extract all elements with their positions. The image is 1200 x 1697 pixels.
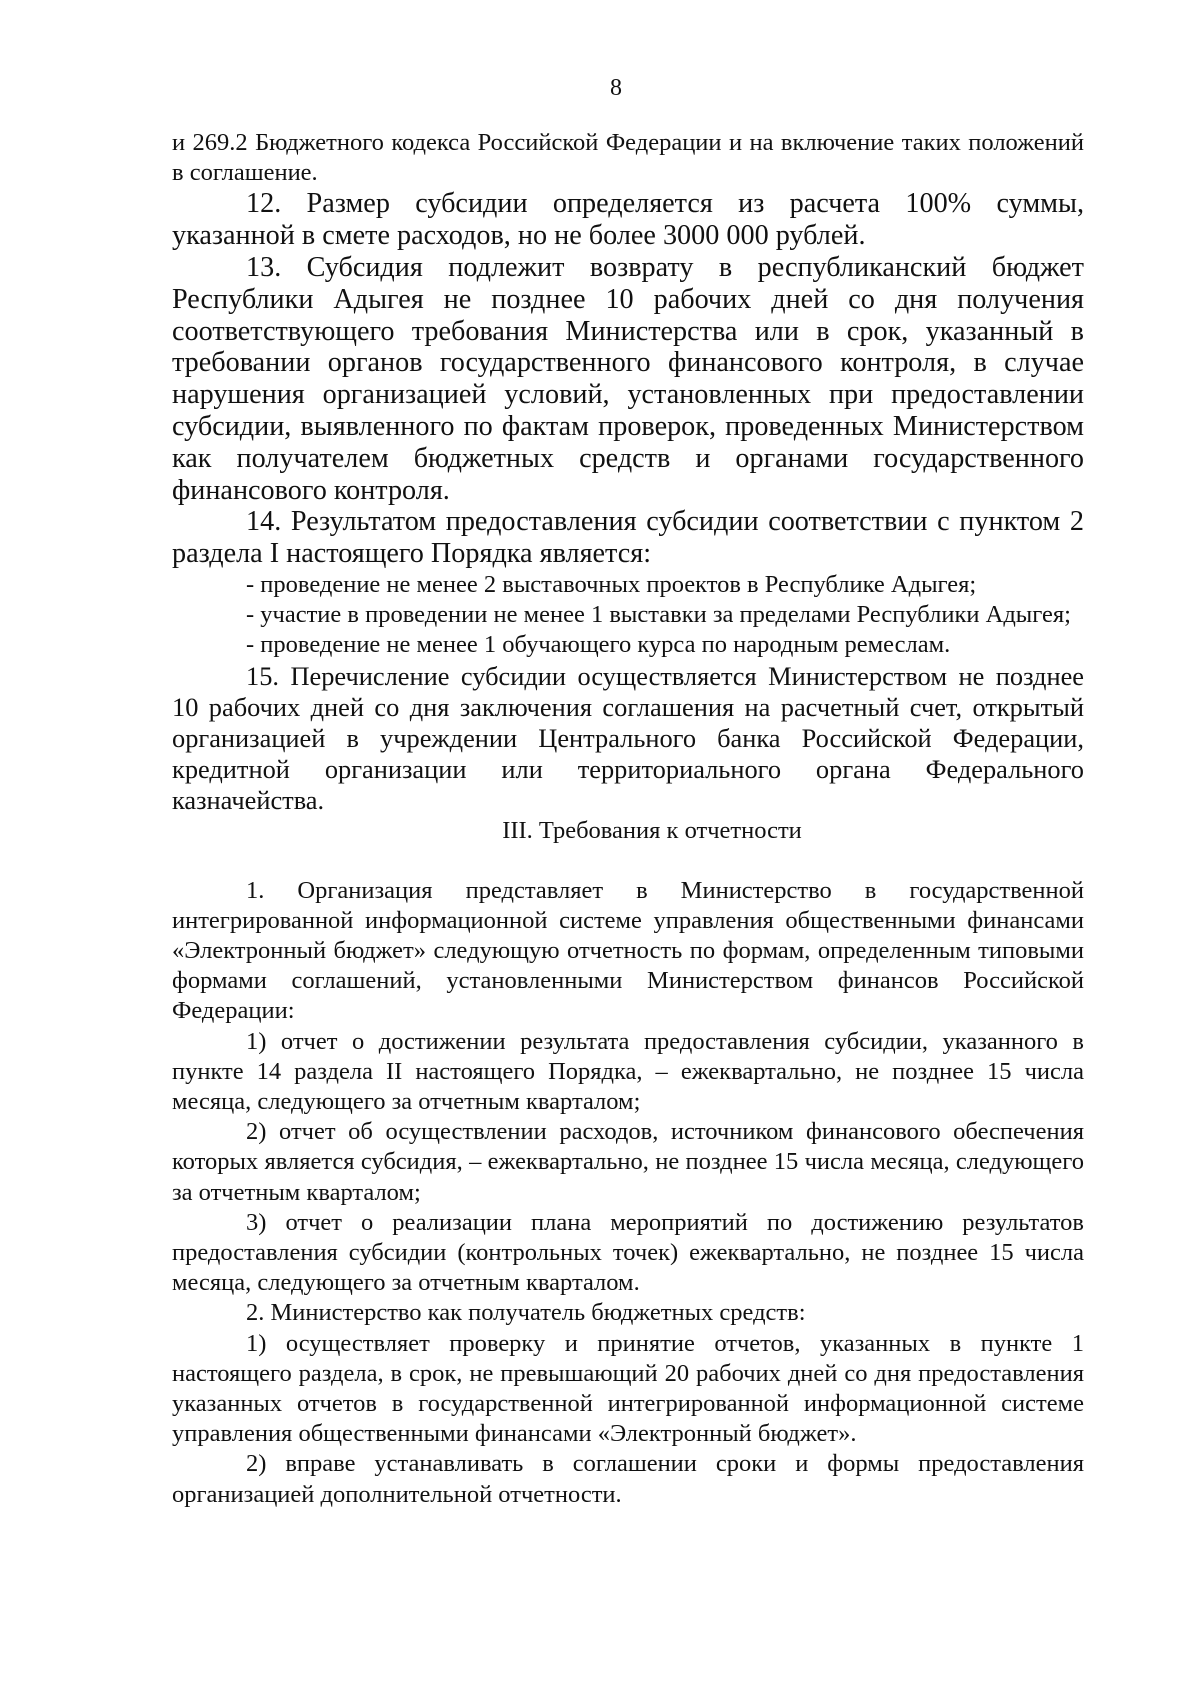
ministry-item-2: 2) вправе устанавливать в соглашении сроки и формы предоставления организацией дополнительной отчетности. xyxy=(172,1450,1084,1508)
reporting-paragraph-1: 1. Организация представляет в Министерство в государственной интегрированной информационной системе управления общественными финансами «Электронный бюджет» следующую отчетность по формам, определенным типовыми формами соглашений, установленными Министерством финансов Российской Федерации: xyxy=(172,876,1084,1025)
page-number: 8 xyxy=(610,75,622,101)
reporting-paragraph-2: 2. Министерство как получатель бюджетных средств: xyxy=(246,1299,806,1327)
paragraph-continuation: и 269.2 Бюджетного кодекса Российской Федерации и на включение таких положений в соглашение. xyxy=(172,129,1084,187)
reporting-item-2: 2) отчет об осуществлении расходов, источником финансового обеспечения которых является субсидия, – ежеквартально, не позднее 15 числа месяца, следующего за отчетным кварталом; xyxy=(172,1118,1084,1206)
ministry-item-1: 1) осуществляет проверку и принятие отчетов, указанных в пункте 1 настоящего раздела, в срок, не превышающий 20 рабочих дней со дня предоставления указанных отчетов в государственной интегрированной информационной системе управления общественными финансами «Электронный бюджет». xyxy=(172,1329,1084,1448)
paragraph-15: 15. Перечисление субсидии осуществляется Министерством не позднее 10 рабочих дней со дня заключения соглашения на расчетный счет, открытый организацией в учреждении Центрального банка Российской Федерации, кредитной организации или территориального органа Федерального казначейства. xyxy=(172,660,1084,815)
reporting-item-3: 3) отчет о реализации плана мероприятий по достижению результатов предоставления субсидии (контрольных точек) ежеквартально, не позднее 15 числа месяца, следующего за отчетным кварталом. xyxy=(172,1208,1084,1297)
section-heading: III. Требования к отчетности xyxy=(502,816,802,844)
reporting-item-1: 1) отчет о достижении результата предоставления субсидии, указанного в пункте 14 раздела II настоящего Порядка, – ежеквартально, не позднее 15 числа месяца, следующего за отчетным кварталом; xyxy=(172,1027,1084,1115)
list-item-participation: - участие в проведении не менее 1 выставки за пределами Республики Адыгея; xyxy=(246,601,1071,629)
paragraph-12: 12. Размер субсидии определяется из расчета 100% суммы, указанной в смете расходов, но не более 3000 000 рублей. xyxy=(172,188,1084,252)
list-item-course: - проведение не менее 1 обучающего курса по народным ремеслам. xyxy=(246,631,951,659)
document-body xyxy=(172,128,1084,1510)
paragraph-13: 13. Субсидия подлежит возврату в республиканский бюджет Республики Адыгея не позднее 10 рабочих дней со дня получения соответствующего требования Министерства или в срок, указанный в требовании органов государственного финансового контроля, в случае нарушения организацией условий, установленных при предоставлении субсидии, выявленного по фактам проверок, проведенных Министерством как получателем бюджетных средств и органами государственного финансового контроля. xyxy=(172,252,1084,506)
paragraph-14: 14. Результатом предоставления субсидии соответствии с пунктом 2 раздела I настоящего Порядка является: xyxy=(172,506,1084,570)
list-item-exhibitions: - проведение не менее 2 выставочных проектов в Республике Адыгея; xyxy=(246,570,977,598)
